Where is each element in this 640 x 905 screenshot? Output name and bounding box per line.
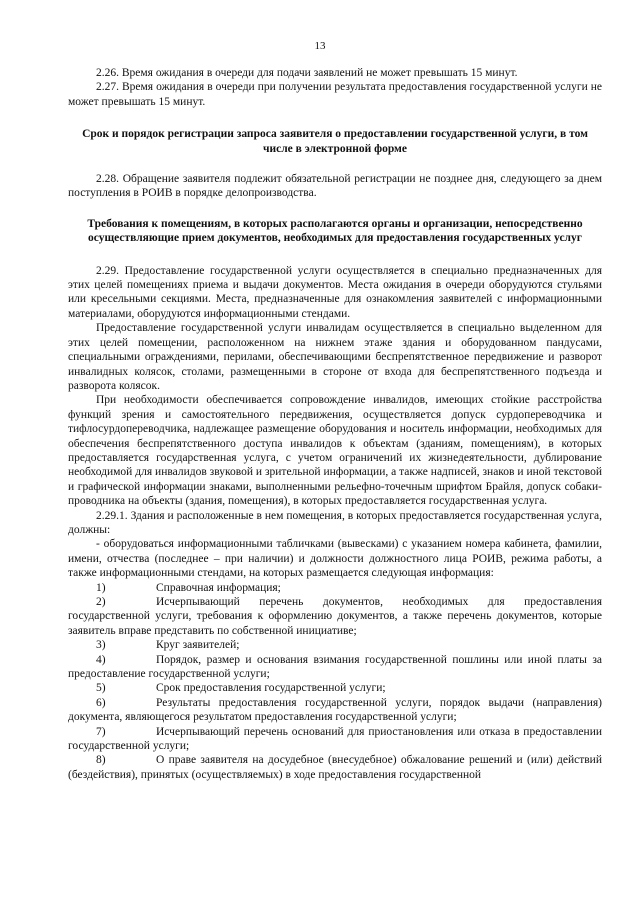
list-item-number: 7): [96, 725, 106, 738]
section-heading-premises: Требования к помещениям, в которых располагаются органы и организации, непосредственно осуществляющие прием документов, необходимых для предоставления государственных услуг: [87, 217, 583, 245]
list-item-text: О праве заявителя на досудебное (внесудебное) обжалование решений и (или) действий (бездействия), принятых (осуществляемых) в ходе предоставления государственной: [68, 754, 602, 781]
list-item-text: Круг заявителей;: [156, 639, 240, 652]
list-item-text: Исчерпывающий перечень документов, необходимых для предоставления государственной услуги, требования к оформлению документов, а также перечень документов, которые заявитель вправе представить по собственной инициативе;: [68, 596, 602, 637]
list-item-text: Порядок, размер и основания взимания государственной пошлины или иной платы за предоставление государственной услуги;: [68, 653, 602, 681]
page-number: 13: [314, 40, 326, 52]
list-item: [68, 581, 602, 595]
paragraph-2-27: 2.27. Время ожидания в очереди при получении результата предоставления государственной услуги не может превышать 15 минут.: [68, 81, 602, 108]
list-item-number: 1): [96, 581, 106, 594]
list-item-text: Срок предоставления государственной услуги;: [156, 682, 386, 695]
list-item-number: 8): [96, 754, 106, 767]
list-item-number: 6): [96, 696, 106, 709]
info-list: [68, 581, 602, 783]
list-item: [68, 725, 602, 754]
list-item: [68, 638, 602, 652]
list-item-number: 2): [96, 596, 106, 608]
paragraph-2-29: 2.29. Предоставление государственной услуги осуществляется в специально предназначенных для этих целей помещениях приема и выдачи документов. Места ожидания в очереди оборудуются стульями или кресельными секциями. Места, предназначенные для ознакомления заявителей с информационными материалами, оборудуются информационными стендами.: [68, 264, 602, 320]
list-item: [68, 696, 602, 725]
list-item-text: Исчерпывающий перечень оснований для приостановления или отказа в предоставлении государственной услуги;: [68, 725, 602, 753]
paragraph-2-28: 2.28. Обращение заявителя подлежит обязательной регистрации не позднее дня, следующего за днем поступления в РОИВ в порядке делопроизводства.: [68, 173, 602, 200]
list-item-text: Справочная информация;: [156, 581, 281, 594]
list-item-number: 5): [96, 682, 106, 695]
paragraph-escort: При необходимости обеспечивается сопровождение инвалидов, имеющих стойкие расстройства функций зрения и самостоятельного передвижения, осуществляется допуск сурдопереводчика и тифлосурдопереводчика, надлежащее размещение оборудования и носитель информации, необходимых для обеспечения беспрепятственного доступа инвалидов к объектам (зданиям, помещениям), в которых предоставляется государственная услуга, с учетом ограничений их жизнедеятельности, дублирование необходимой для инвалидов звуковой и зрительной информации, а также надписей, знаков и иной текстовой и графической информации знаками, выполненными рельефно-точечным шрифтом Брайля, допуск собаки-проводника на объекты (здания, помещения), в которых предоставляется государственная услуга.: [68, 394, 602, 508]
paragraph-disabled-access: Предоставление государственной услуги инвалидам осуществляется в специально выделенном для этих целей помещении, расположенном на нижнем этаже здания и оборудованном пандусами, специальными ограждениями, перилами, обеспечивающими беспрепятственное передвижение и разворот инвалидных колясок, столами, размещенными в стороне от входа для беспрепятственного подъезда и разворота колясок.: [68, 322, 602, 392]
list-item: [68, 595, 602, 638]
paragraph-2-29-1: 2.29.1. Здания и расположенные в нем помещения, в которых предоставляется государственная услуга, должны:: [68, 509, 602, 536]
list-item: [68, 681, 602, 695]
list-item-text: Результаты предоставления государственной услуги, порядок выдачи (направления) документа, являющегося результатом предоставления государственной услуги;: [68, 696, 602, 724]
document-body: [68, 66, 602, 782]
paragraph-2-26: 2.26. Время ожидания в очереди для подачи заявлений не может превышать 15 минут.: [96, 67, 518, 79]
list-item: [68, 653, 602, 682]
list-item-number: 4): [96, 653, 106, 666]
list-item: [68, 753, 602, 782]
list-item-number: 3): [96, 639, 106, 652]
section-heading-registration: Срок и порядок регистрации запроса заявителя о предоставлении государственной услуги, в том числе в электронной форме: [82, 128, 588, 155]
paragraph-info-plates: - оборудоваться информационными табличками (вывесками) с указанием номера кабинета, фамилии, имени, отчества (последнее – при наличии) и должности должностного лица РОИВ, режима работы, а также информационными стендами, на которых размещается следующая информация:: [68, 538, 602, 580]
